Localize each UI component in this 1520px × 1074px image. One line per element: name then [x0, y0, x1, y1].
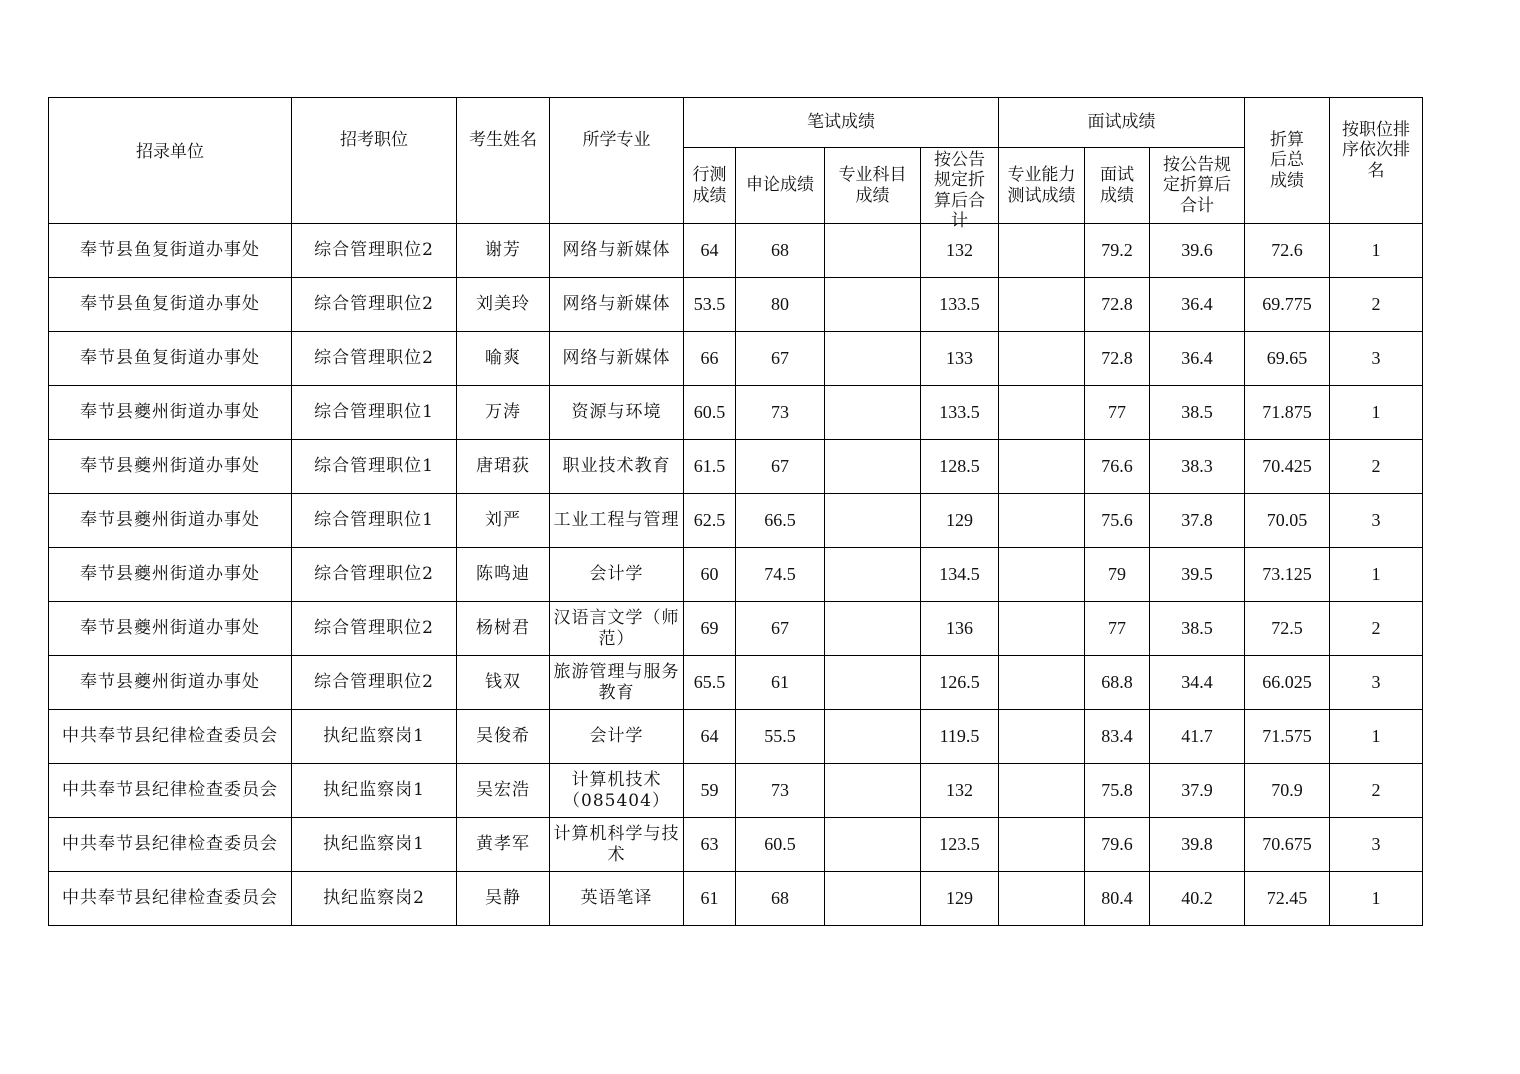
cell-interview-score: 68.8	[1085, 656, 1150, 710]
cell-total: 69.65	[1245, 332, 1330, 386]
cell-rank: 2	[1330, 440, 1423, 494]
cell-ability-test	[999, 818, 1085, 872]
cell-shenlun: 73	[736, 386, 825, 440]
cell-rank: 2	[1330, 278, 1423, 332]
cell-xingce: 69	[684, 602, 736, 656]
header-rank: 按职位排序依次排名	[1330, 98, 1423, 224]
header-major: 所学专业	[550, 98, 684, 224]
cell-position: 执纪监察岗2	[292, 872, 457, 926]
table-row	[49, 872, 1423, 926]
cell-professional-subject	[825, 440, 921, 494]
cell-position: 执纪监察岗1	[292, 764, 457, 818]
cell-written-converted: 123.5	[921, 818, 999, 872]
cell-xingce: 60	[684, 548, 736, 602]
cell-position: 综合管理职位2	[292, 602, 457, 656]
cell-written-converted: 136	[921, 602, 999, 656]
cell-interview-score: 76.6	[1085, 440, 1150, 494]
cell-professional-subject	[825, 656, 921, 710]
cell-professional-subject	[825, 332, 921, 386]
table-row	[49, 386, 1423, 440]
cell-major: 网络与新媒体	[550, 332, 684, 386]
cell-major: 会计学	[550, 710, 684, 764]
cell-interview-score: 79	[1085, 548, 1150, 602]
cell-position: 综合管理职位2	[292, 332, 457, 386]
cell-interview-converted: 38.5	[1150, 602, 1245, 656]
cell-professional-subject	[825, 224, 921, 278]
cell-interview-converted: 39.5	[1150, 548, 1245, 602]
cell-written-converted: 132	[921, 224, 999, 278]
cell-rank: 3	[1330, 818, 1423, 872]
cell-xingce: 66	[684, 332, 736, 386]
cell-rank: 1	[1330, 710, 1423, 764]
table-row	[49, 764, 1423, 818]
cell-rank: 1	[1330, 548, 1423, 602]
cell-major: 职业技术教育	[550, 440, 684, 494]
table-row	[49, 602, 1423, 656]
cell-shenlun: 55.5	[736, 710, 825, 764]
cell-unit: 奉节县夔州街道办事处	[49, 440, 292, 494]
cell-xingce: 64	[684, 710, 736, 764]
cell-interview-score: 79.2	[1085, 224, 1150, 278]
cell-written-converted: 133.5	[921, 386, 999, 440]
cell-xingce: 60.5	[684, 386, 736, 440]
cell-xingce: 65.5	[684, 656, 736, 710]
cell-interview-converted: 41.7	[1150, 710, 1245, 764]
header-position: 招考职位	[292, 98, 457, 224]
cell-unit: 中共奉节县纪律检查委员会	[49, 872, 292, 926]
cell-unit: 奉节县夔州街道办事处	[49, 386, 292, 440]
header-row-group	[49, 98, 1423, 148]
table-row	[49, 818, 1423, 872]
table-row	[49, 494, 1423, 548]
cell-ability-test	[999, 224, 1085, 278]
cell-interview-converted: 37.9	[1150, 764, 1245, 818]
cell-name: 黄孝军	[457, 818, 550, 872]
cell-interview-score: 83.4	[1085, 710, 1150, 764]
cell-interview-converted: 36.4	[1150, 332, 1245, 386]
cell-shenlun: 80	[736, 278, 825, 332]
cell-xingce: 53.5	[684, 278, 736, 332]
cell-total: 70.425	[1245, 440, 1330, 494]
cell-interview-score: 75.6	[1085, 494, 1150, 548]
cell-professional-subject	[825, 548, 921, 602]
cell-professional-subject	[825, 764, 921, 818]
cell-ability-test	[999, 332, 1085, 386]
cell-unit: 奉节县夔州街道办事处	[49, 656, 292, 710]
cell-interview-score: 72.8	[1085, 278, 1150, 332]
cell-unit: 中共奉节县纪律检查委员会	[49, 710, 292, 764]
cell-ability-test	[999, 656, 1085, 710]
cell-written-converted: 133.5	[921, 278, 999, 332]
cell-unit: 奉节县鱼复街道办事处	[49, 332, 292, 386]
cell-professional-subject	[825, 386, 921, 440]
cell-rank: 3	[1330, 656, 1423, 710]
cell-ability-test	[999, 872, 1085, 926]
cell-total: 66.025	[1245, 656, 1330, 710]
table-row	[49, 548, 1423, 602]
cell-professional-subject	[825, 872, 921, 926]
cell-interview-converted: 38.3	[1150, 440, 1245, 494]
cell-shenlun: 74.5	[736, 548, 825, 602]
table-body	[49, 224, 1423, 926]
cell-ability-test	[999, 764, 1085, 818]
cell-professional-subject	[825, 602, 921, 656]
header-written-group: 笔试成绩	[684, 98, 999, 148]
cell-name: 喻爽	[457, 332, 550, 386]
cell-name: 钱双	[457, 656, 550, 710]
cell-position: 综合管理职位2	[292, 278, 457, 332]
cell-interview-converted: 39.8	[1150, 818, 1245, 872]
cell-shenlun: 68	[736, 872, 825, 926]
cell-interview-score: 72.8	[1085, 332, 1150, 386]
cell-major: 计算机科学与技术	[550, 818, 684, 872]
cell-total: 70.675	[1245, 818, 1330, 872]
header-professional-subject: 专业科目成绩	[825, 148, 921, 224]
cell-name: 刘美玲	[457, 278, 550, 332]
cell-name: 杨树君	[457, 602, 550, 656]
cell-shenlun: 68	[736, 224, 825, 278]
cell-position: 综合管理职位1	[292, 440, 457, 494]
header-written-converted-text: 按公告规定折算后合计	[934, 150, 985, 232]
cell-xingce: 62.5	[684, 494, 736, 548]
table-row	[49, 656, 1423, 710]
cell-position: 执纪监察岗1	[292, 710, 457, 764]
cell-rank: 2	[1330, 602, 1423, 656]
cell-unit: 奉节县鱼复街道办事处	[49, 278, 292, 332]
cell-interview-converted: 40.2	[1150, 872, 1245, 926]
header-unit: 招录单位	[49, 98, 292, 224]
cell-total: 72.6	[1245, 224, 1330, 278]
cell-total: 72.5	[1245, 602, 1330, 656]
cell-unit: 奉节县夔州街道办事处	[49, 494, 292, 548]
cell-xingce: 61.5	[684, 440, 736, 494]
header-shenlun: 申论成绩	[736, 148, 825, 224]
cell-name: 万涛	[457, 386, 550, 440]
cell-interview-converted: 34.4	[1150, 656, 1245, 710]
header-name: 考生姓名	[457, 98, 550, 224]
cell-position: 执纪监察岗1	[292, 818, 457, 872]
header-interview-converted: 按公告规定折算后合计	[1150, 148, 1245, 224]
cell-unit: 中共奉节县纪律检查委员会	[49, 818, 292, 872]
cell-shenlun: 67	[736, 440, 825, 494]
cell-written-converted: 129	[921, 872, 999, 926]
cell-professional-subject	[825, 494, 921, 548]
cell-ability-test	[999, 440, 1085, 494]
cell-rank: 1	[1330, 872, 1423, 926]
header-total: 折算后总成绩	[1245, 98, 1330, 224]
cell-shenlun: 67	[736, 602, 825, 656]
cell-interview-converted: 39.6	[1150, 224, 1245, 278]
cell-shenlun: 73	[736, 764, 825, 818]
cell-rank: 2	[1330, 764, 1423, 818]
cell-position: 综合管理职位1	[292, 494, 457, 548]
cell-ability-test	[999, 602, 1085, 656]
cell-interview-converted: 37.8	[1150, 494, 1245, 548]
cell-total: 72.45	[1245, 872, 1330, 926]
cell-rank: 1	[1330, 386, 1423, 440]
cell-name: 吴俊希	[457, 710, 550, 764]
cell-rank: 1	[1330, 224, 1423, 278]
cell-written-converted: 128.5	[921, 440, 999, 494]
cell-name: 吴宏浩	[457, 764, 550, 818]
cell-shenlun: 60.5	[736, 818, 825, 872]
cell-name: 刘严	[457, 494, 550, 548]
cell-total: 71.875	[1245, 386, 1330, 440]
cell-xingce: 63	[684, 818, 736, 872]
cell-written-converted: 134.5	[921, 548, 999, 602]
header-interview-score: 面试成绩	[1085, 148, 1150, 224]
cell-major: 会计学	[550, 548, 684, 602]
header-interview-group: 面试成绩	[999, 98, 1245, 148]
cell-major: 工业工程与管理	[550, 494, 684, 548]
cell-position: 综合管理职位1	[292, 386, 457, 440]
cell-name: 谢芳	[457, 224, 550, 278]
cell-ability-test	[999, 386, 1085, 440]
cell-xingce: 59	[684, 764, 736, 818]
cell-professional-subject	[825, 278, 921, 332]
cell-ability-test	[999, 710, 1085, 764]
cell-unit: 奉节县鱼复街道办事处	[49, 224, 292, 278]
cell-shenlun: 61	[736, 656, 825, 710]
cell-major: 旅游管理与服务教育	[550, 656, 684, 710]
cell-major: 网络与新媒体	[550, 278, 684, 332]
cell-major: 汉语言文学（师范）	[550, 602, 684, 656]
cell-professional-subject	[825, 818, 921, 872]
cell-rank: 3	[1330, 332, 1423, 386]
cell-total: 71.575	[1245, 710, 1330, 764]
cell-shenlun: 67	[736, 332, 825, 386]
cell-position: 综合管理职位2	[292, 548, 457, 602]
cell-interview-converted: 38.5	[1150, 386, 1245, 440]
cell-total: 70.05	[1245, 494, 1330, 548]
table-row	[49, 278, 1423, 332]
cell-total: 73.125	[1245, 548, 1330, 602]
table-row	[49, 710, 1423, 764]
cell-rank: 3	[1330, 494, 1423, 548]
cell-interview-score: 77	[1085, 386, 1150, 440]
cell-major: 英语笔译	[550, 872, 684, 926]
cell-interview-score: 79.6	[1085, 818, 1150, 872]
header-ability-test: 专业能力测试成绩	[999, 148, 1085, 224]
cell-position: 综合管理职位2	[292, 224, 457, 278]
cell-xingce: 64	[684, 224, 736, 278]
cell-unit: 奉节县夔州街道办事处	[49, 602, 292, 656]
cell-shenlun: 66.5	[736, 494, 825, 548]
cell-major: 计算机技术（085404）	[550, 764, 684, 818]
cell-written-converted: 126.5	[921, 656, 999, 710]
cell-major: 网络与新媒体	[550, 224, 684, 278]
cell-written-converted: 133	[921, 332, 999, 386]
cell-professional-subject	[825, 710, 921, 764]
cell-written-converted: 119.5	[921, 710, 999, 764]
cell-written-converted: 132	[921, 764, 999, 818]
table-row	[49, 224, 1423, 278]
cell-interview-score: 75.8	[1085, 764, 1150, 818]
header-xingce: 行测成绩	[684, 148, 736, 224]
cell-interview-converted: 36.4	[1150, 278, 1245, 332]
cell-name: 唐珺荻	[457, 440, 550, 494]
cell-xingce: 61	[684, 872, 736, 926]
header-written-converted	[921, 148, 999, 232]
cell-written-converted: 129	[921, 494, 999, 548]
cell-total: 70.9	[1245, 764, 1330, 818]
cell-ability-test	[999, 278, 1085, 332]
cell-interview-score: 77	[1085, 602, 1150, 656]
cell-major: 资源与环境	[550, 386, 684, 440]
cell-position: 综合管理职位2	[292, 656, 457, 710]
score-table	[48, 97, 1423, 926]
cell-interview-score: 80.4	[1085, 872, 1150, 926]
cell-name: 陈鸣迪	[457, 548, 550, 602]
cell-name: 吴静	[457, 872, 550, 926]
table-row	[49, 332, 1423, 386]
cell-unit: 奉节县夔州街道办事处	[49, 548, 292, 602]
cell-total: 69.775	[1245, 278, 1330, 332]
cell-ability-test	[999, 548, 1085, 602]
cell-ability-test	[999, 494, 1085, 548]
table-row	[49, 440, 1423, 494]
cell-unit: 中共奉节县纪律检查委员会	[49, 764, 292, 818]
